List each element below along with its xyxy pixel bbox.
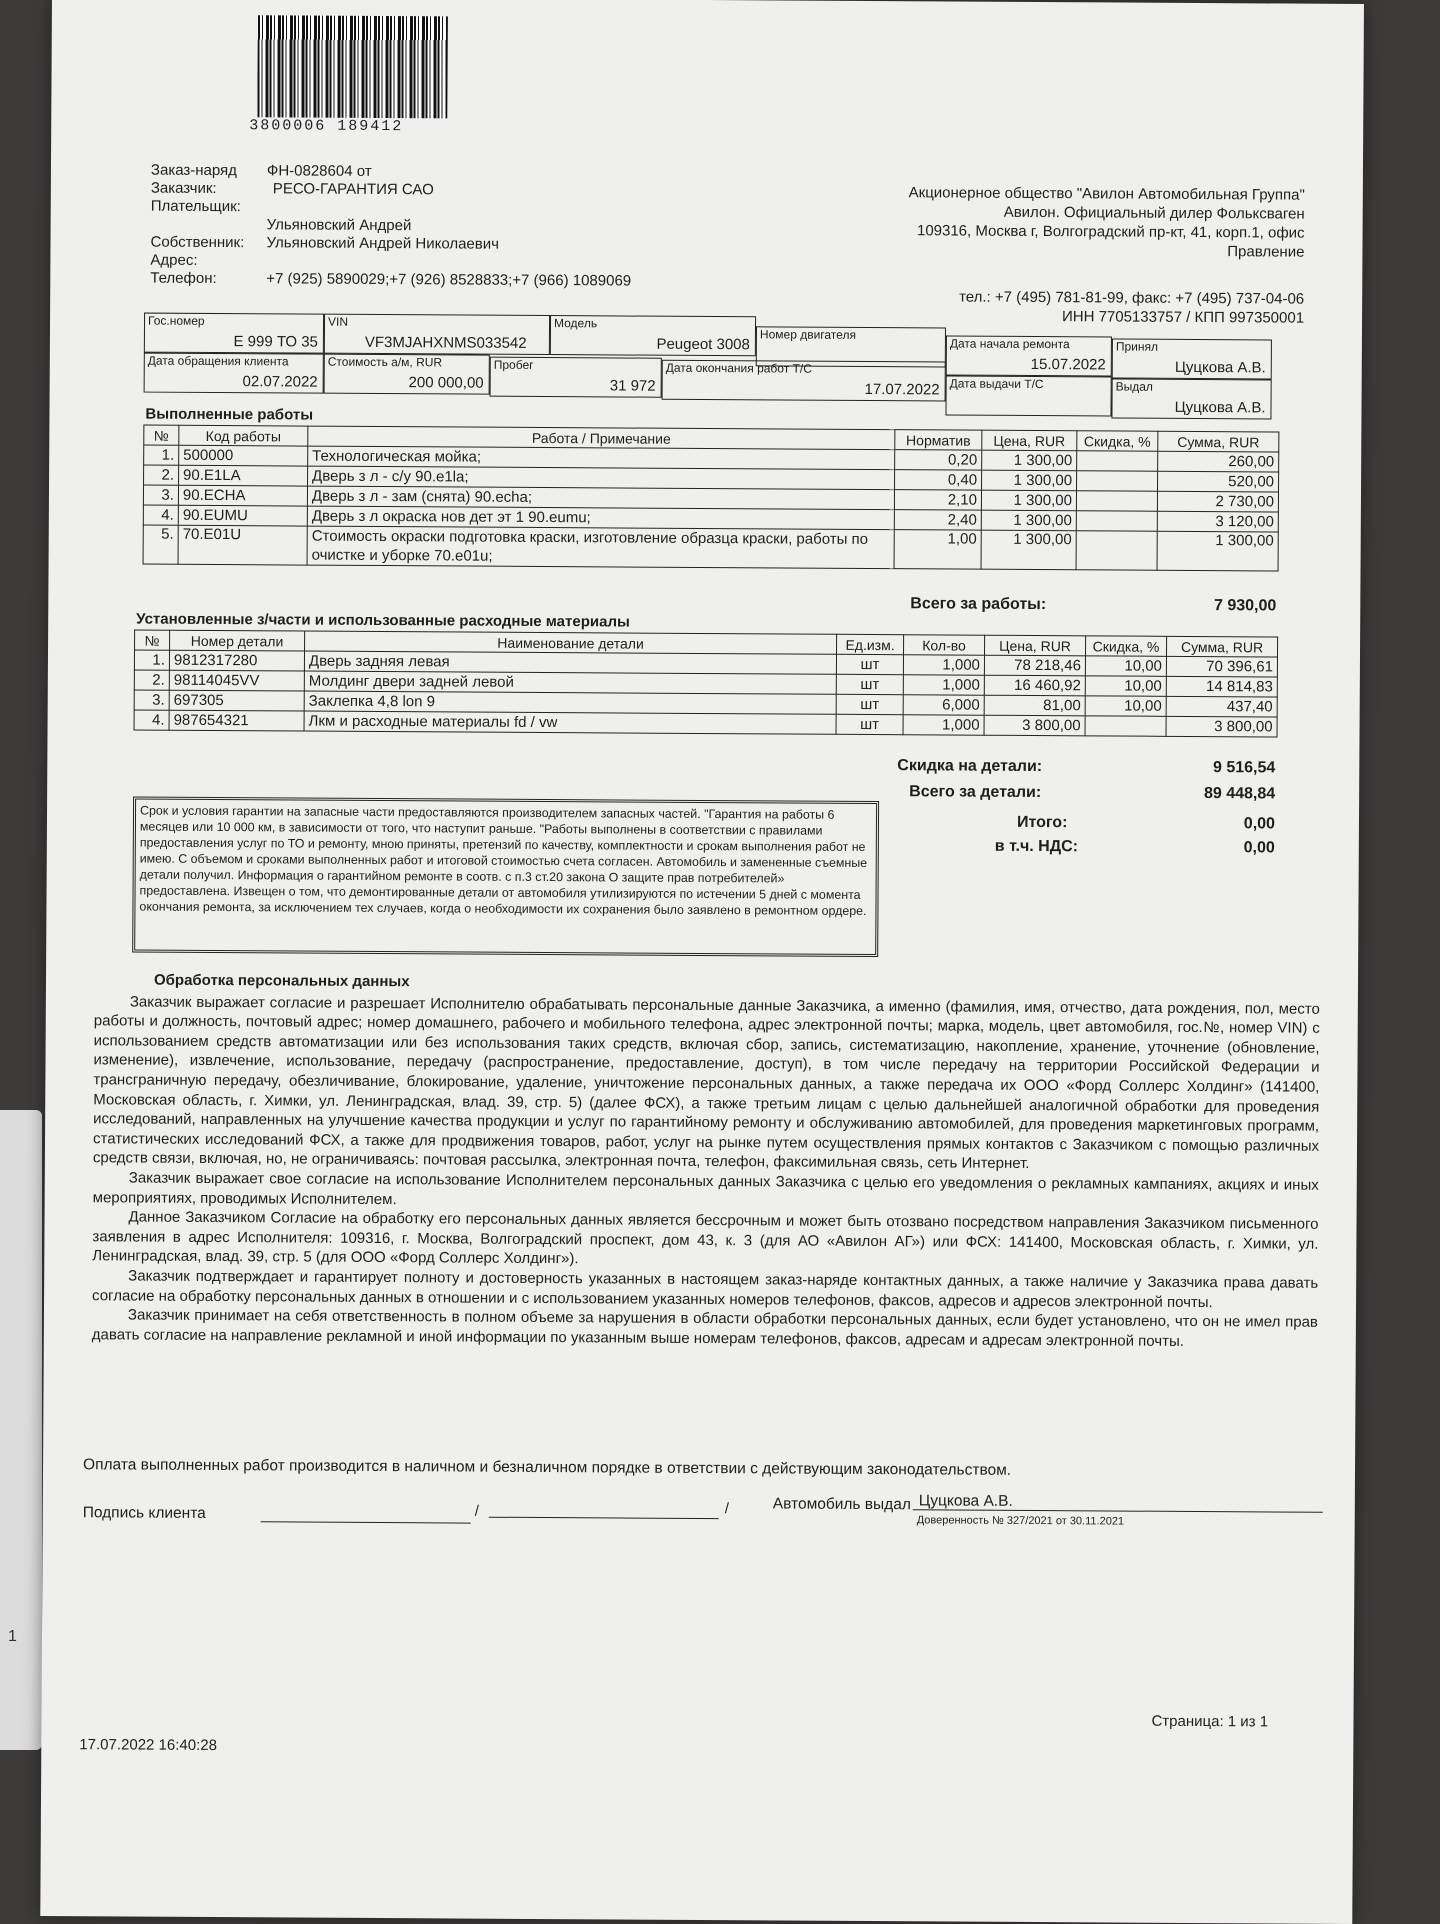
vehicle-info-grid [143, 313, 1280, 420]
company-address: 109316, Москва г, Волгоградский пр-кт, 41, корп.1, офис [916, 222, 1305, 242]
works-total-value: 7 930,00 [1213, 597, 1277, 615]
personal-data-paragraph: Заказчик выражает свое согласие на использование Исполнителем персональных данных Заказчика с целью его уведомления о рекламных кампаниях, акциях и иных мероприятиях, проводимых Исполнителем. [92, 1169, 1319, 1208]
table-row: 4. 90.EUMU Дверь з л окраска нов дет эт 1 90.eumu; 2,40 1 300,00 3 120,00 [143, 505, 1278, 532]
parts-table [134, 630, 1279, 738]
power-of-attorney: Доверенность № 327/2021 от 30.11.2021 [916, 1514, 1125, 1528]
table-row: 2. 98114045VV Молдинг двери задней левой шт 1,000 16 460,92 10,00 14 814,83 [134, 670, 1277, 697]
company-name: Акционерное общество "Авилон Автомобильная Группа" [908, 184, 1305, 204]
table-row: 4. 987654321 Лкм и расходные материалы fd / vw шт 1,000 3 800,00 3 800,00 [134, 710, 1277, 737]
adjacent-sheet [0, 1110, 42, 1750]
parts-header-row: № Номер детали Наименование детали Ед.изм. Кол-во Цена, RUR Скидка, % Сумма, RUR [135, 630, 1278, 657]
engine-cell: Номер двигателя [756, 326, 946, 367]
mileage-value: 31 972 [609, 377, 656, 395]
payer-value: Ульяновский Андрей [266, 216, 412, 235]
vat-value: 0,00 [1243, 839, 1275, 857]
col-no: № [144, 425, 179, 445]
personal-data-paragraph: Заказчик выражает согласие и разрешает Исполнителю обрабатывать персональные данные Заказчика, а именно (фамилия, имя, отчество, дата рождения, пол, место работы и должность, почтовый адрес; номер домашнего, рабочего и мобильного телефона, адрес электронной почты; марка, модель, цвет автомобиля, гос.№, номер VIN) с использованием средств автоматизации или без использования таких средств, включая сбор, запись, систематизацию, накопление, хранение, уточнение (обновление, изменение), извлечение, использование, передачу (распространение, предоставление, доступ), в том числе передачу на территории Российской Федерации и трансграничную передачу, обезличивание, блокирование, удаление, уничтожение персональных данных, а также передача их ООО «Форд Соллерс Холдинг» (141400, Московская область, г. Химки, ул. Ленинградская, влад. 39, стр. 5) (далее ФСХ), а также третьим лицам с целью дальнейшей аналогичной обработки для проведения исследований, направленных на улучшение качества продукции и услуг по гарантийному ремонту и обслуживанию автомобилей, для проведения маркетинговых программ, статистических исследований ФСХ, а также для продвижения товаров, работ, услуг на рынке путем осуществления прямых контактов с Заказчиком с помощью различных средств связи, включая, но, не ограничиваясь: почтовая рассылка, электронная почта, телефон, факсимильная связь, сеть Интернет. [92, 993, 1320, 1173]
start-date-cell: Дата начала ремонта 15.07.2022 [946, 335, 1112, 376]
plate-value: Е 999 ТО 35 [233, 333, 318, 351]
company-address-2: Правление [1227, 243, 1305, 261]
col-code: Код работы [179, 425, 308, 446]
client-sign-label: Подпись клиента [82, 1504, 206, 1522]
table-row: 3. 697305 Заклепка 4,8 lon 9 шт 6,000 81,00 10,00 437,40 [134, 690, 1277, 717]
issued-cell: Выдал Цуцкова А.В. [1111, 378, 1271, 419]
works-table [143, 425, 1280, 572]
company-phones: тел.: +7 (495) 781-81-99, факс: +7 (495) 737-04-06 [959, 288, 1305, 308]
customer-label: Заказчик: [150, 179, 217, 198]
side-page-number: 1 [8, 1628, 17, 1645]
barcode-image [257, 15, 448, 118]
phone-label: Телефон: [150, 269, 217, 288]
car-issued-label: Автомобиль выдал [772, 1495, 911, 1514]
col-discount: Скидка, % [1077, 431, 1158, 451]
vin-value: VF3MJAHXNMS033542 [364, 333, 527, 352]
personal-data-paragraph: Данное Заказчиком Согласие на обработку его персональных данных является бессрочным и может быть отозвано посредством направления Заказчиком письменного заявления в адрес Исполнителя: 109316, г. Москва, Волгоградский проспект, дом 43, к. 3 (для АО «Авилон АГ») или ФСХ: 141400, Московская область, г. Химки, ул. Ленинградская, влад. 39, стр. 5 (для ООО «Форд Соллерс Холдинг»). [92, 1208, 1319, 1268]
table-row: 1. 500000 Технологическая мойка; 0,20 1 300,00 260,00 [144, 445, 1279, 472]
warranty-box: Срок и условия гарантии на запасные части предоставляются производителем запасных частей. "Гарантия на работы 6 месяцев или 10 000 км, в зависимости от того, что наступит раньше. "Работы выполнены в соответствии с правилами предоставления услуг по ТО и ремонту, мною приняты, претензий по качеству, комплектности и срокам выполнения работ не имею. С объемом и сроками выполненных работ и итоговой стоимостью счета согласен. Автомобиль и замененные съемные детали получил. Информация о гарантийном ремонте в соотв. с п.3 ст.20 закона О защите прав потребителей» предоставлена. Извещен о том, что демонтированные детали от автомобиля утилизируются по истечении 5 дней с момента окончания ремонта, за исключением тех случаев, когда о необходимости их сохранения было заявлено в ремонтном ордере. [132, 797, 879, 958]
parts-discount-value: 9 516,54 [1212, 759, 1276, 777]
phone-value: +7 (925) 5890029;+7 (926) 8528833;+7 (966) 1089069 [266, 270, 632, 290]
parts-total-value: 89 448,84 [1203, 785, 1276, 803]
works-title: Выполненные работы [145, 405, 314, 424]
end-date-cell: Дата окончания работ Т/С 17.07.2022 [662, 360, 946, 402]
end-date-value: 17.07.2022 [864, 380, 940, 399]
barcode-number: 3800006 189412 [249, 117, 404, 136]
parts-discount-label: Скидка на детали: [897, 757, 1043, 776]
page-indicator: Страница: 1 из 1 [1151, 1712, 1269, 1731]
payment-note: Оплата выполненных работ производится в наличном и безналичном порядке в ответствии с действующим законодательством. [82, 1456, 1012, 1479]
col-work: Работа / Примечание [308, 426, 895, 450]
personal-data-title: Обработка персональных данных [153, 971, 410, 991]
parts-total-label: Всего за детали: [909, 783, 1042, 802]
car-cost-value: 200 000,00 [408, 374, 484, 392]
request-date-cell: Дата обращения клиента 02.07.2022 [144, 353, 324, 394]
personal-data-section [92, 970, 1320, 1352]
itogo-value: 0,00 [1243, 815, 1276, 833]
table-row: 5. 70.E01U Стоимость окраски подготовка краски, изготовление образца краски, работы по очистке и уборке 70.e01u; 1,00 1 300,00 1 300,00 [143, 525, 1278, 571]
parts-title: Установленные з/части и использованные расходные материалы [136, 610, 630, 631]
personal-data-paragraph: Заказчик принимает на себя ответственность в полном объеме за нарушения в области обработки персональных данных, если будет установлено, что он не имел прав давать согласие на направление рекламной и иной информации по указанным выше номерам телефонов, факсов, адресам и адресам электронной почты. [91, 1306, 1318, 1350]
sign-line [261, 1521, 471, 1523]
issue-date-cell: Дата выдачи Т/С [945, 375, 1111, 416]
car-cost-cell: Стоимость а/м, RUR 200 000,00 [324, 354, 490, 395]
company-inn: ИНН 7705133757 / КПП 997350001 [1061, 308, 1305, 327]
company-block [744, 182, 1304, 261]
start-date-value: 15.07.2022 [1030, 355, 1106, 374]
payer-label: Плательщик: [150, 197, 241, 216]
sign-slash: / [474, 1502, 479, 1520]
sign-slash: / [724, 1500, 730, 1518]
itogo-label: Итого: [1016, 813, 1068, 832]
sign-line [489, 1517, 719, 1519]
works-total-label: Всего за работы: [910, 595, 1047, 614]
personal-data-paragraph: Заказчик подтверждает и гарантирует полноту и достоверность указанных в настоящем заказ-наряде контактных данных, а также наличие у Заказчика права давать согласие на обработку персональных данных в отношении и с использованием указанных номеров телефонов, факсов, адресов и адресов электронной почты. [92, 1267, 1319, 1311]
accepted-cell: Принял Цуцкова А.В. [1112, 338, 1272, 379]
table-row: 2. 90.E1LA Дверь з л - с/у 90.e1la; 0,40 1 300,00 520,00 [144, 465, 1279, 492]
model-value: Peugeot 3008 [656, 335, 750, 354]
col-norm: Норматив [895, 430, 982, 451]
address-label: Адрес: [150, 251, 198, 269]
model-cell: Модель Peugeot 3008 [550, 315, 756, 356]
issuer-line [913, 1509, 1323, 1513]
customer-value: РЕСО-ГАРАНТИЯ САО [272, 180, 434, 199]
vin-cell: VIN VF3MJAHXNMS033542 [324, 314, 550, 355]
issued-value: Цуцкова А.В. [1174, 398, 1266, 417]
mileage-cell: Пробег 31 972 [490, 357, 662, 398]
table-row: 1. 9812317280 Дверь задняя левая шт 1,000 78 218,46 10,00 70 396,61 [134, 650, 1277, 677]
issuer-name: Цуцкова А.В. [918, 1492, 1013, 1510]
order-label: Заказ-наряд [150, 161, 238, 180]
vat-label: в т.ч. НДС: [994, 837, 1079, 856]
owner-label: Собственник: [150, 233, 245, 252]
owner-value: Ульяновский Андрей Николаевич [266, 234, 500, 253]
company-dealer: Авилон. Официальный дилер Фольксваген [1003, 203, 1305, 223]
col-sum: Сумма, RUR [1158, 431, 1279, 452]
accepted-value: Цуцкова А.В. [1174, 358, 1266, 377]
table-row: 3. 90.ECHA Дверь з л - зам (снята) 90.echa; 2,10 1 300,00 2 730,00 [143, 485, 1278, 512]
print-timestamp: 17.07.2022 16:40:28 [79, 1736, 218, 1755]
order-number: ФН-0828604 от [266, 162, 372, 180]
request-date-value: 02.07.2022 [242, 373, 318, 391]
work-order-document [40, 0, 1364, 1924]
order-header [150, 162, 632, 291]
plate-cell: Гос.номер Е 999 ТО 35 [144, 313, 324, 354]
col-price: Цена, RUR [982, 430, 1077, 451]
